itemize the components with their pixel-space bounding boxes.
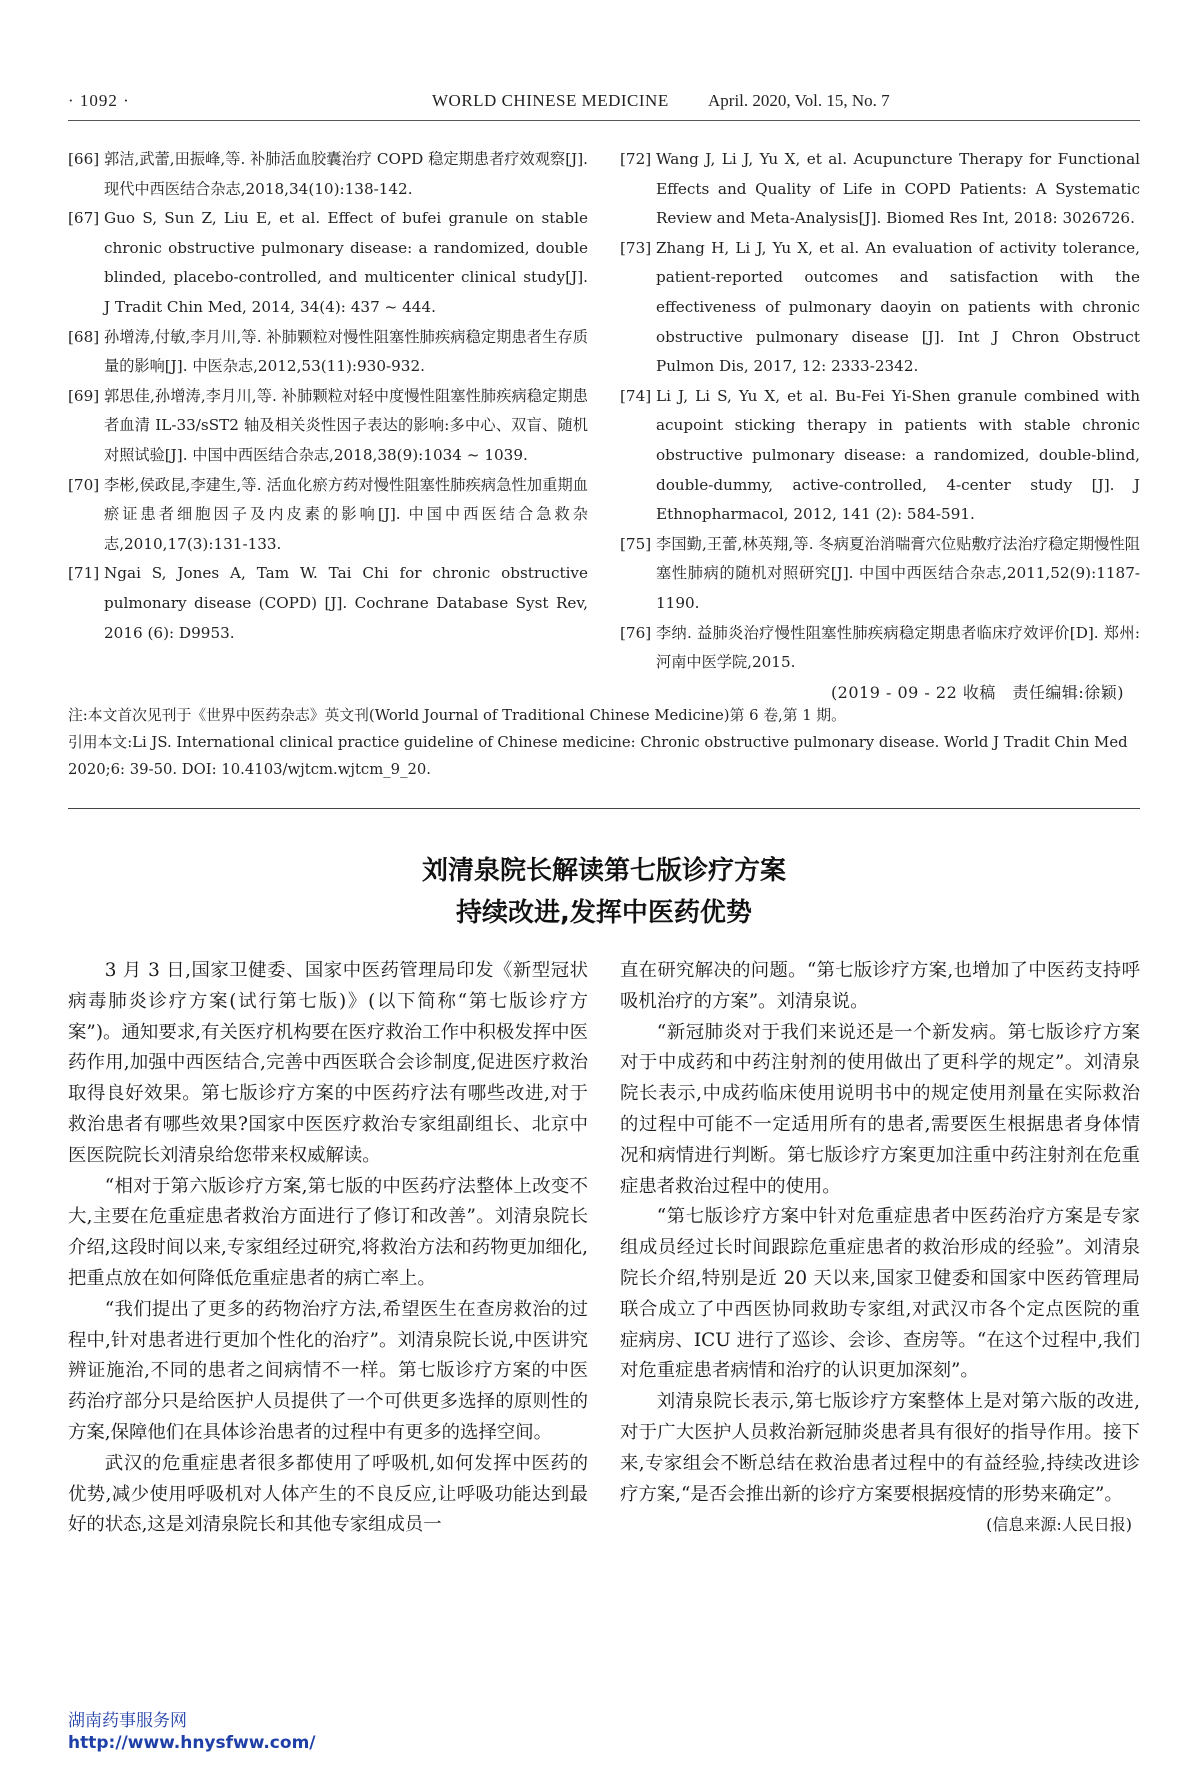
citation-note: 引用本文:Li JS. International clinical practice guideline of Chinese medicine: Chronic obstructive pulmonary disease. World J Tradit Chin Med 2020;6: 39-50. DOI: 10.4103/wjtcm.wjtcm_9_20.: [68, 734, 1128, 778]
received-editor-note: (2019 - 09 - 22 收稿 责任编辑:徐颖): [830, 682, 1124, 702]
watermark-site-name: 湖南药事服务网: [68, 1711, 187, 1731]
reference-item: [75] 李国勤,王蕾,林英翔,等. 冬病夏治消喘膏穴位贴敷疗法治疗稳定期慢性阻塞性肺病的随机对照研究[J]. 中国中西医结合杂志,2011,52(9):1187-1190.: [620, 534, 1140, 612]
first-publication-note: 注:本文首次见刊于《世界中医药杂志》英文刊(World Journal of Traditional Chinese Medicine)第 6 卷,第 1 期。: [68, 707, 846, 724]
body-paragraph-continued: 直在研究解决的问题。“第七版诊疗方案,也增加了中医药支持呼吸机治疗的方案”。刘清泉说。: [620, 960, 1140, 1012]
reference-item: [69] 郭思佳,孙增涛,李月川,等. 补肺颗粒对轻中度慢性阻塞性肺疾病稳定期患者血清 IL-33/sST2 轴及相关炎性因子表达的影响:多中心、双盲、随机对照试验[J]. 中国中西医结合杂志,2018,38(9):1034 ~ 1039.: [68, 386, 588, 464]
reference-item: [70] 李彬,侯政昆,李建生,等. 活血化瘀方药对慢性阻塞性肺疾病急性加重期血瘀证患者细胞因子及内皮素的影响[J]. 中国中西医结合急救杂志,2010,17(3):131-133.: [68, 475, 588, 553]
references-left-column: [68, 145, 588, 648]
reference-item: [72] Wang J, Li J, Yu X, et al. Acupuncture Therapy for Functional Effects and Quality of Life in COPD Patients: A Systematic Review and Meta-Analysis[J]. Biomed Res Int, 2018: 3026726.: [620, 150, 1140, 228]
publication-notes: [68, 702, 1140, 783]
site-watermark: [68, 1710, 316, 1754]
reference-item: [68] 孙增涛,付敏,李月川,等. 补肺颗粒对慢性阻塞性肺疾病稳定期患者生存质量的影响[J]. 中医杂志,2012,53(11):930-932.: [68, 327, 588, 376]
journal-name: WORLD CHINESE MEDICINE: [432, 91, 669, 110]
running-header: [68, 88, 1140, 114]
reference-item: [66] 郭洁,武蕾,田振峰,等. 补肺活血胶囊治疗 COPD 稳定期患者疗效观察[J]. 现代中西医结合杂志,2018,34(10):138-142.: [68, 150, 588, 198]
body-paragraph: 武汉的危重症患者很多都使用了呼吸机,如何发挥中医药的优势,减少使用呼吸机对人体产生的不良反应,让呼吸功能达到最好的状态,这是刘清泉院长和其他专家组成员一: [68, 1452, 588, 1536]
info-source: (信息来源:人民日报): [986, 1515, 1132, 1535]
body-paragraph: 3 月 3 日,国家卫健委、国家中医药管理局印发《新型冠状病毒肺炎诊疗方案(试行第七版)》(以下简称“第七版诊疗方案”)。通知要求,有关医疗机构要在医疗救治工作中积极发挥中医药作用,加强中西医结合,完善中西医联合会诊制度,促进医疗救治取得良好效果。第七版诊疗方案的中医药疗法有哪些改进,对于救治患者有哪些效果?国家中医医疗救治专家组副组长、北京中医医院院长刘清泉给您带来权威解读。: [68, 960, 588, 1166]
section-divider: [68, 808, 1140, 809]
header-rule: [68, 120, 1140, 121]
body-paragraph: 刘清泉院长表示,第七版诊疗方案整体上是对第六版的改进,对于广大医护人员救治新冠肺炎患者具有很好的指导作用。接下来,专家组会不断总结在救治患者过程中的有益经验,持续改进诊疗方案,“是否会推出新的诊疗方案要根据疫情的形势来确定”。: [620, 1391, 1140, 1505]
article-body-right-column: [620, 956, 1140, 1541]
article-title: [68, 850, 1140, 934]
reference-item: [73] Zhang H, Li J, Yu X, et al. An evaluation of activity tolerance, patient-reported outcomes and satisfaction with the effectiveness of pulmonary daoyin on patients with chronic obstructive pulmonary disease [J]. Int J Chron Obstruct Pulmon Dis, 2017, 12: 2333-2342.: [620, 238, 1140, 376]
body-paragraph: “相对于第六版诊疗方案,第七版的中医药疗法整体上改变不大,主要在危重症患者救治方面进行了修订和改善”。刘清泉院长介绍,这段时间以来,专家组经过研究,将救治方法和药物更加细化,把重点放在如何降低危重症患者的病亡率上。: [68, 1175, 588, 1289]
references-right-column: [620, 145, 1140, 723]
article-title-line-2: 持续改进,发挥中医药优势: [456, 898, 752, 928]
page-number: · 1092 ·: [68, 91, 130, 110]
reference-item: [71] Ngai S, Jones A, Tam W. Tai Chi for chronic obstructive pulmonary disease (COPD) [J]. Cochrane Database Syst Rev, 2016 (6): D9953.: [68, 564, 588, 642]
article-body-left-column: [68, 956, 588, 1541]
reference-item: [76] 李纳. 益肺炎治疗慢性阻塞性肺疾病稳定期患者临床疗效评价[D]. 郑州:河南中医学院,2015.: [620, 623, 1140, 672]
article-title-line-1: 刘清泉院长解读第七版诊疗方案: [421, 856, 786, 886]
reference-item: [67] Guo S, Sun Z, Liu E, et al. Effect of bufei granule on stable chronic obstructive pulmonary disease: a randomized, double blinded, placebo-controlled, and multicenter clinical study[J]. J Tradit Chin Med, 2014, 34(4): 437 ~ 444.: [68, 209, 588, 316]
body-paragraph: “新冠肺炎对于我们来说还是一个新发病。第七版诊疗方案对于中成药和中药注射剂的使用做出了更科学的规定”。刘清泉院长表示,中成药临床使用说明书中的规定使用剂量在实际救治的过程中可能不一定适用所有的患者,需要医生根据患者身体情况和病情进行判断。第七版诊疗方案更加注重中药注射剂在危重症患者救治过程中的使用。: [620, 1021, 1140, 1197]
body-paragraph: “第七版诊疗方案中针对危重症患者中医药治疗方案是专家组成员经过长时间跟踪危重症患者的救治形成的经验”。刘清泉院长介绍,特别是近 20 天以来,国家卫健委和国家中医药管理局联合成立了中西医协同救助专家组,对武汉市各个定点医院的重症病房、ICU 进行了巡诊、会诊、查房等。“在这个过程中,我们对危重症患者病情和治疗的认识更加深刻”。: [620, 1206, 1140, 1382]
body-paragraph: “我们提出了更多的药物治疗方法,希望医生在查房救治的过程中,针对患者进行更加个性化的治疗”。刘清泉院长说,中医讲究辨证施治,不同的患者之间病情不一样。第七版诊疗方案的中医药治疗部分只是给医护人员提供了一个可供更多选择的原则性的方案,保障他们在具体诊治患者的过程中有更多的选择空间。: [68, 1298, 588, 1443]
reference-item: [74] Li J, Li S, Yu X, et al. Bu-Fei Yi-Shen granule combined with acupoint sticking therapy in patients with stable chronic obstructive pulmonary disease: a randomized, double-blind, double-dummy, active-controlled, 4-center study [J]. J Ethnopharmacol, 2012, 141 (2): 584-591.: [620, 386, 1140, 524]
watermark-url: http://www.hnysfww.com/: [68, 1733, 316, 1753]
issue-info: April. 2020, Vol. 15, No. 7: [708, 91, 890, 110]
